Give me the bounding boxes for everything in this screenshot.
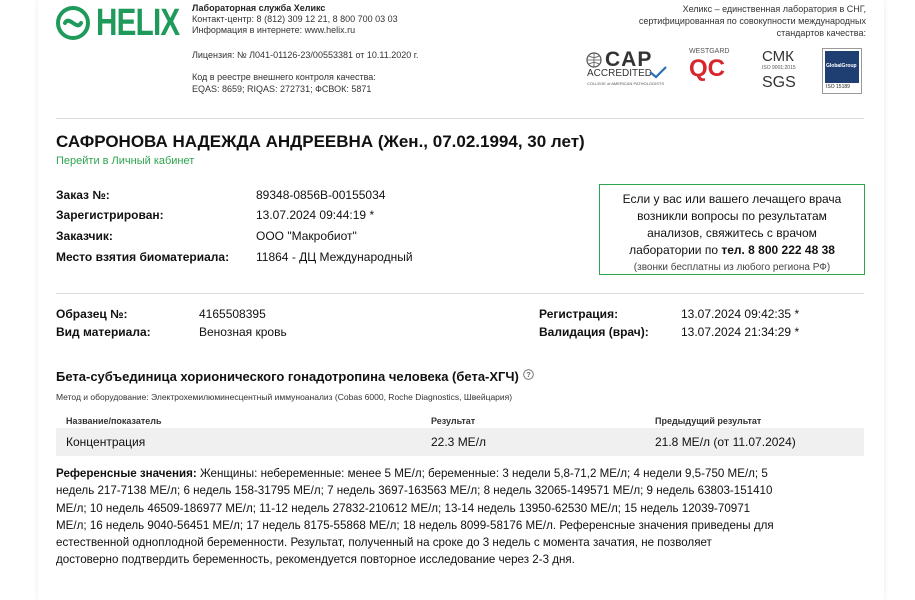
qc-text: QC [689,55,725,82]
contact-phone[interactable]: тел. 8 800 222 48 38 [721,243,835,257]
westgard-text: WESTGARD [689,48,730,55]
westgard-qc-badge [689,48,739,94]
registered-value: 13.07.2024 09:44:19 * [256,208,375,222]
cert-line-1: Хеликс – единственная лаборатория в СНГ, [682,4,866,14]
order-no-label: Заказ №: [56,188,110,202]
lab-info [192,3,398,36]
row-name: Концентрация [66,435,146,449]
iso15189-text: ISO 15189 [826,84,850,90]
helix-logo-icon [56,6,90,40]
checkmark-icon [648,65,668,79]
test-method: Метод и оборудование: Электрохемилюминесцентный иммуноанализ (Cobas 6000, Roche Diagnostics, Швейцария) [56,392,513,402]
references-line-1: Женщины: небеременные: менее 5 МЕ/л; беременные: 3 недели 5,8-71,2 МЕ/л; 4 недели 9,5-750 МЕ/л; 5 [196,467,768,480]
contact-center: Контакт-центр: 8 (812) 309 12 21, 8 800 700 03 03 [192,14,398,24]
place-value: 11864 - ДЦ Международный [256,250,413,264]
registry-line-2: EQAS: 8659; RIQAS: 272731; ФСВОК: 5871 [192,84,372,94]
registration-label: Регистрация: [539,307,619,321]
order-no-value: 89348-0856B-00155034 [256,188,386,202]
material-value: Венозная кровь [199,325,287,339]
sgs-smk-badge [762,48,804,94]
cert-line-2: сертифицированная по совокупности международных [638,16,866,26]
contact-line-2: возникли вопросы по результатам [637,209,827,223]
col-previous-header: Предыдущий результат [655,416,762,426]
divider [56,118,864,119]
cap-main-text: CAP [605,48,653,71]
validation-label: Валидация (врач): [539,325,649,339]
material-label: Вид материала: [56,325,151,339]
references-label: Референсные значения: [56,467,197,480]
cap-small-text: COLLEGE of AMERICAN PATHOLOGISTS [587,81,664,86]
col-name-header: Название/показатель [66,416,162,426]
patient-name: САФРОНОВА НАДЕЖДА АНДРЕЕВНА (Жен., 07.02.1994, 30 лет) [56,132,585,151]
references-line-2: недель 217-7138 МЕ/л; 6 недель 158-31795 МЕ/л; 7 недель 3697-163563 МЕ/л; 8 недель 32065-149571 МЕ/л; 9 недель 63803-151410 [56,484,773,498]
divider [56,293,864,294]
globalgroup-badge [822,48,862,94]
place-label: Место взятия биоматериала: [56,250,230,264]
iso-text: ISO 9001:2015 [762,65,796,71]
contact-line-1: Если у вас или вашего лечащего врача [622,192,842,206]
contact-note: (звонки бесплатны из любого региона РФ) [633,262,831,273]
cert-line-3: стандартов качества: [776,28,866,38]
report-page [38,0,884,600]
registered-label: Зарегистрирован: [56,208,164,222]
references-line-5: естественной одноплодной беременности. Результат, полученный на сроке до 3 недель с момента зачатия, не позволяет [56,536,712,550]
registration-value: 13.07.2024 09:42:35 * [681,307,800,321]
customer-value: ООО "Макробиот" [256,229,357,243]
info-icon[interactable] [523,369,534,380]
table-row [56,428,864,456]
col-result-header: Результат [431,416,476,426]
certification-text [566,3,866,39]
test-title [56,369,534,384]
cap-accredited-badge [586,48,672,94]
reference-values [56,465,866,569]
sample-no-label: Образец №: [56,307,128,321]
quality-registry [192,71,376,95]
smk-text: СМК [762,48,794,65]
sample-info [56,307,864,347]
sample-no-value: 4165508395 [199,307,266,321]
globe-icon [586,52,602,68]
personal-cabinet-link[interactable]: Перейти в Личный кабинет [56,155,195,167]
registry-line-1: Код в реестре внешнего контроля качества: [192,72,376,82]
references-line-3: МЕ/л; 10 недель 46509-186977 МЕ/л; 11-12 недель 27832-210612 МЕ/л; 13-14 недель 13950-62530 МЕ/л; 15 недель 12039-70971 [56,501,751,515]
order-info [56,188,576,268]
customer-label: Заказчик: [56,229,113,243]
logo-text: HELIX [96,2,180,44]
results-table-header [56,414,864,428]
row-previous: 21.8 МЕ/л (от 11.07.2024) [655,435,796,449]
contact-doctor-box [599,184,865,275]
cap-sub-text: ACCREDITED [587,68,653,79]
references-line-4: МЕ/л; 16 недель 9040-56451 МЕ/л; 17 недель 8175-55868 МЕ/л; 18 недель 8099-58176 МЕ/л. Референсные значения приведены для [56,518,774,532]
license: Лицензия: № Л041-01126-23/00553381 от 10.11.2020 г. [192,50,419,60]
test-title-text: Бета-субъединица хорионического гонадотропина человека (бета-ХГЧ) [56,369,519,384]
row-result: 22.3 МЕ/л [431,435,487,449]
contact-line-3: анализов, свяжитесь с врачом [647,226,817,240]
gg-text: GlobalGroup [826,63,857,69]
lab-name: Лабораторная служба Хеликс [192,3,326,13]
references-line-6: достоверно подтвердить беременность, рекомендуется повторное исследование через 2-3 дня. [56,553,575,567]
contact-line-4 [600,242,864,259]
internet-info: Информация в интернете: www.helix.ru [192,25,356,35]
validation-value: 13.07.2024 21:34:29 * [681,325,800,339]
contact-line-4-prefix: лаборатории по [629,243,722,257]
sgs-text: SGS [762,74,796,91]
svg-text:?: ? [525,370,531,380]
